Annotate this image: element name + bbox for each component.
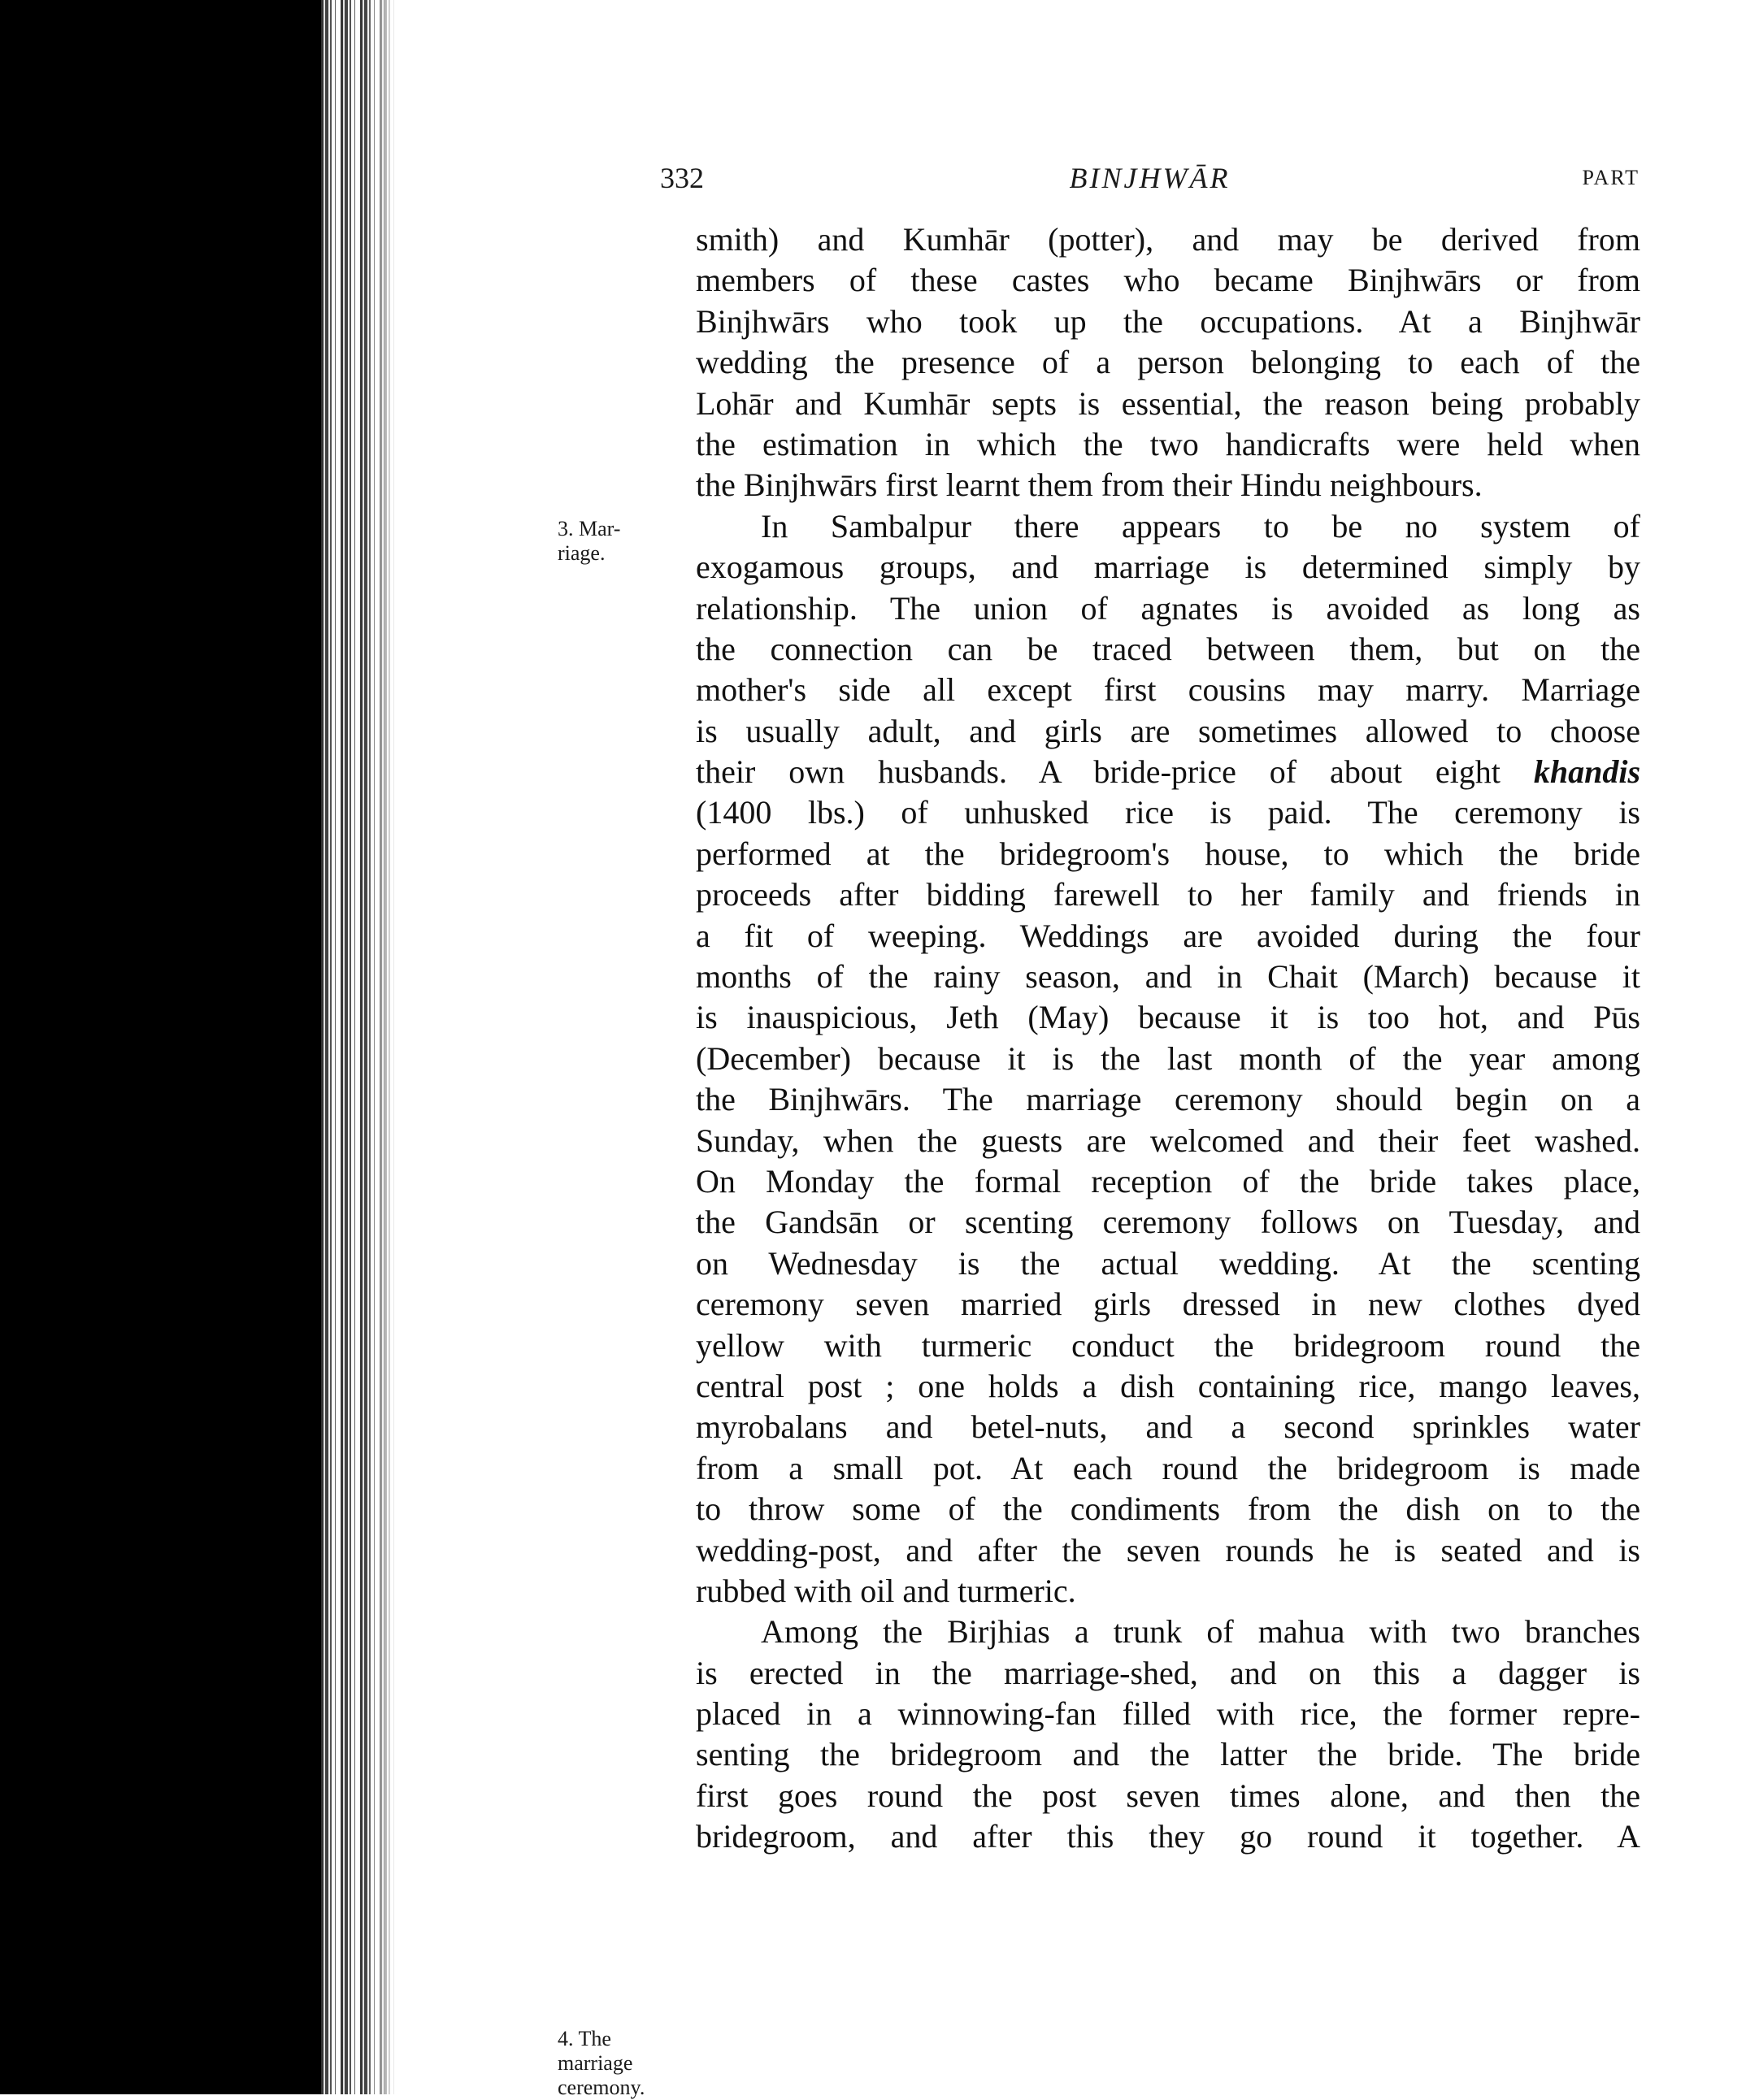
text-line: is erected in the marriage-shed, and on this a dagger is — [696, 1654, 1640, 1691]
margin-note-line: riage. — [558, 541, 606, 565]
text-line: senting the bridegroom and the latter the bride. The bride — [696, 1736, 1640, 1773]
text-line: the estimation in which the two handicrafts were held when — [696, 425, 1640, 462]
text-line: the connection can be traced between them, but on the — [696, 630, 1640, 667]
text-line: proceeds after bidding farewell to her family and friends in — [696, 876, 1640, 913]
text-line: ceremony seven married girls dressed in new clothes dyed — [696, 1286, 1640, 1323]
text-line: yellow with turmeric conduct the bridegroom round the — [696, 1326, 1640, 1364]
margin-note-marriage — [558, 517, 680, 566]
margin-note-line: marriage — [558, 2051, 633, 2075]
gutter-fade — [366, 0, 398, 2094]
margin-note-line: ceremony. — [558, 2076, 645, 2099]
text-line: mother's side all except first cousins may marry. Marriage — [696, 671, 1640, 709]
text-line: Lohār and Kumhār septs is essential, the reason being probably — [696, 384, 1640, 422]
text-segment: their own husbands. A bride-price of about eight — [696, 753, 1501, 791]
body-text — [696, 219, 1640, 1858]
running-title: BINJHWĀR — [1069, 162, 1231, 194]
text-line: bridegroom, and after this they go round it together. A — [696, 1818, 1640, 1855]
text-line: central post ; one holds a dish containing rice, mango leaves, — [696, 1367, 1640, 1404]
margin-note-line: 4. The — [558, 2027, 611, 2050]
text-line: smith) and Kumhār (potter), and may be derived from — [696, 221, 1640, 258]
part-label: PART — [1582, 166, 1640, 189]
text-line: members of these castes who became Binjhwārs or from — [696, 262, 1640, 299]
margin-note-ceremony — [558, 2027, 680, 2100]
book-spine-shadow — [0, 0, 321, 2094]
italic-term: khandis — [1533, 753, 1641, 791]
text-line: placed in a winnowing-fan filled with rice, the former repre- — [696, 1695, 1640, 1733]
text-line: rubbed with oil and turmeric. — [696, 1572, 1076, 1609]
paragraph-start-line: Among the Birjhias a trunk of mahua with two branches — [761, 1613, 1640, 1651]
text-line: Binjhwārs who took up the occupations. At a Binjhwār — [696, 302, 1640, 340]
page-number: 332 — [660, 162, 704, 194]
text-line: myrobalans and betel-nuts, and a second sprinkles water — [696, 1408, 1640, 1446]
text-line: exogamous groups, and marriage is determined simply by — [696, 549, 1640, 586]
running-header — [660, 161, 1640, 202]
text-line: the Binjhwārs. The marriage ceremony should begin on a — [696, 1081, 1640, 1118]
text-line: is inauspicious, Jeth (May) because it is too hot, and Pūs — [696, 999, 1640, 1036]
text-line: performed at the bridegroom's house, to which the bride — [696, 835, 1640, 872]
text-line: on Wednesday is the actual wedding. At the scenting — [696, 1244, 1640, 1282]
text-line: (1400 lbs.) of unhusked rice is paid. The ceremony is — [696, 794, 1640, 831]
text-line: a fit of weeping. Weddings are avoided during the four — [696, 917, 1640, 954]
text-line: to throw some of the condiments from the dish on to the — [696, 1490, 1640, 1528]
text-line: Sunday, when the guests are welcomed and their feet washed. — [696, 1122, 1640, 1159]
text-line: the Gandsān or scenting ceremony follows on Tuesday, and — [696, 1204, 1640, 1241]
text-line: from a small pot. At each round the bridegroom is made — [696, 1449, 1640, 1486]
margin-note-line: 3. Mar- — [558, 517, 621, 540]
text-line: wedding the presence of a person belonging to each of the — [696, 344, 1640, 381]
text-line — [696, 752, 1640, 792]
text-line: relationship. The union of agnates is avoided as long as — [696, 589, 1640, 627]
text-line: first goes round the post seven times alone, and then the — [696, 1777, 1640, 1814]
text-line: is usually adult, and girls are sometimes allowed to choose — [696, 712, 1640, 749]
text-line: months of the rainy season, and in Chait (March) because it — [696, 958, 1640, 996]
text-line: (December) because it is the last month of the year among — [696, 1039, 1640, 1077]
paragraph-start-line: In Sambalpur there appears to be no system of — [761, 507, 1640, 545]
text-line: On Monday the formal reception of the bride takes place, — [696, 1162, 1640, 1200]
text-line: wedding-post, and after the seven rounds he is seated and is — [696, 1531, 1640, 1568]
text-line: the Binjhwārs first learnt them from their Hindu neighbours. — [696, 466, 1483, 504]
